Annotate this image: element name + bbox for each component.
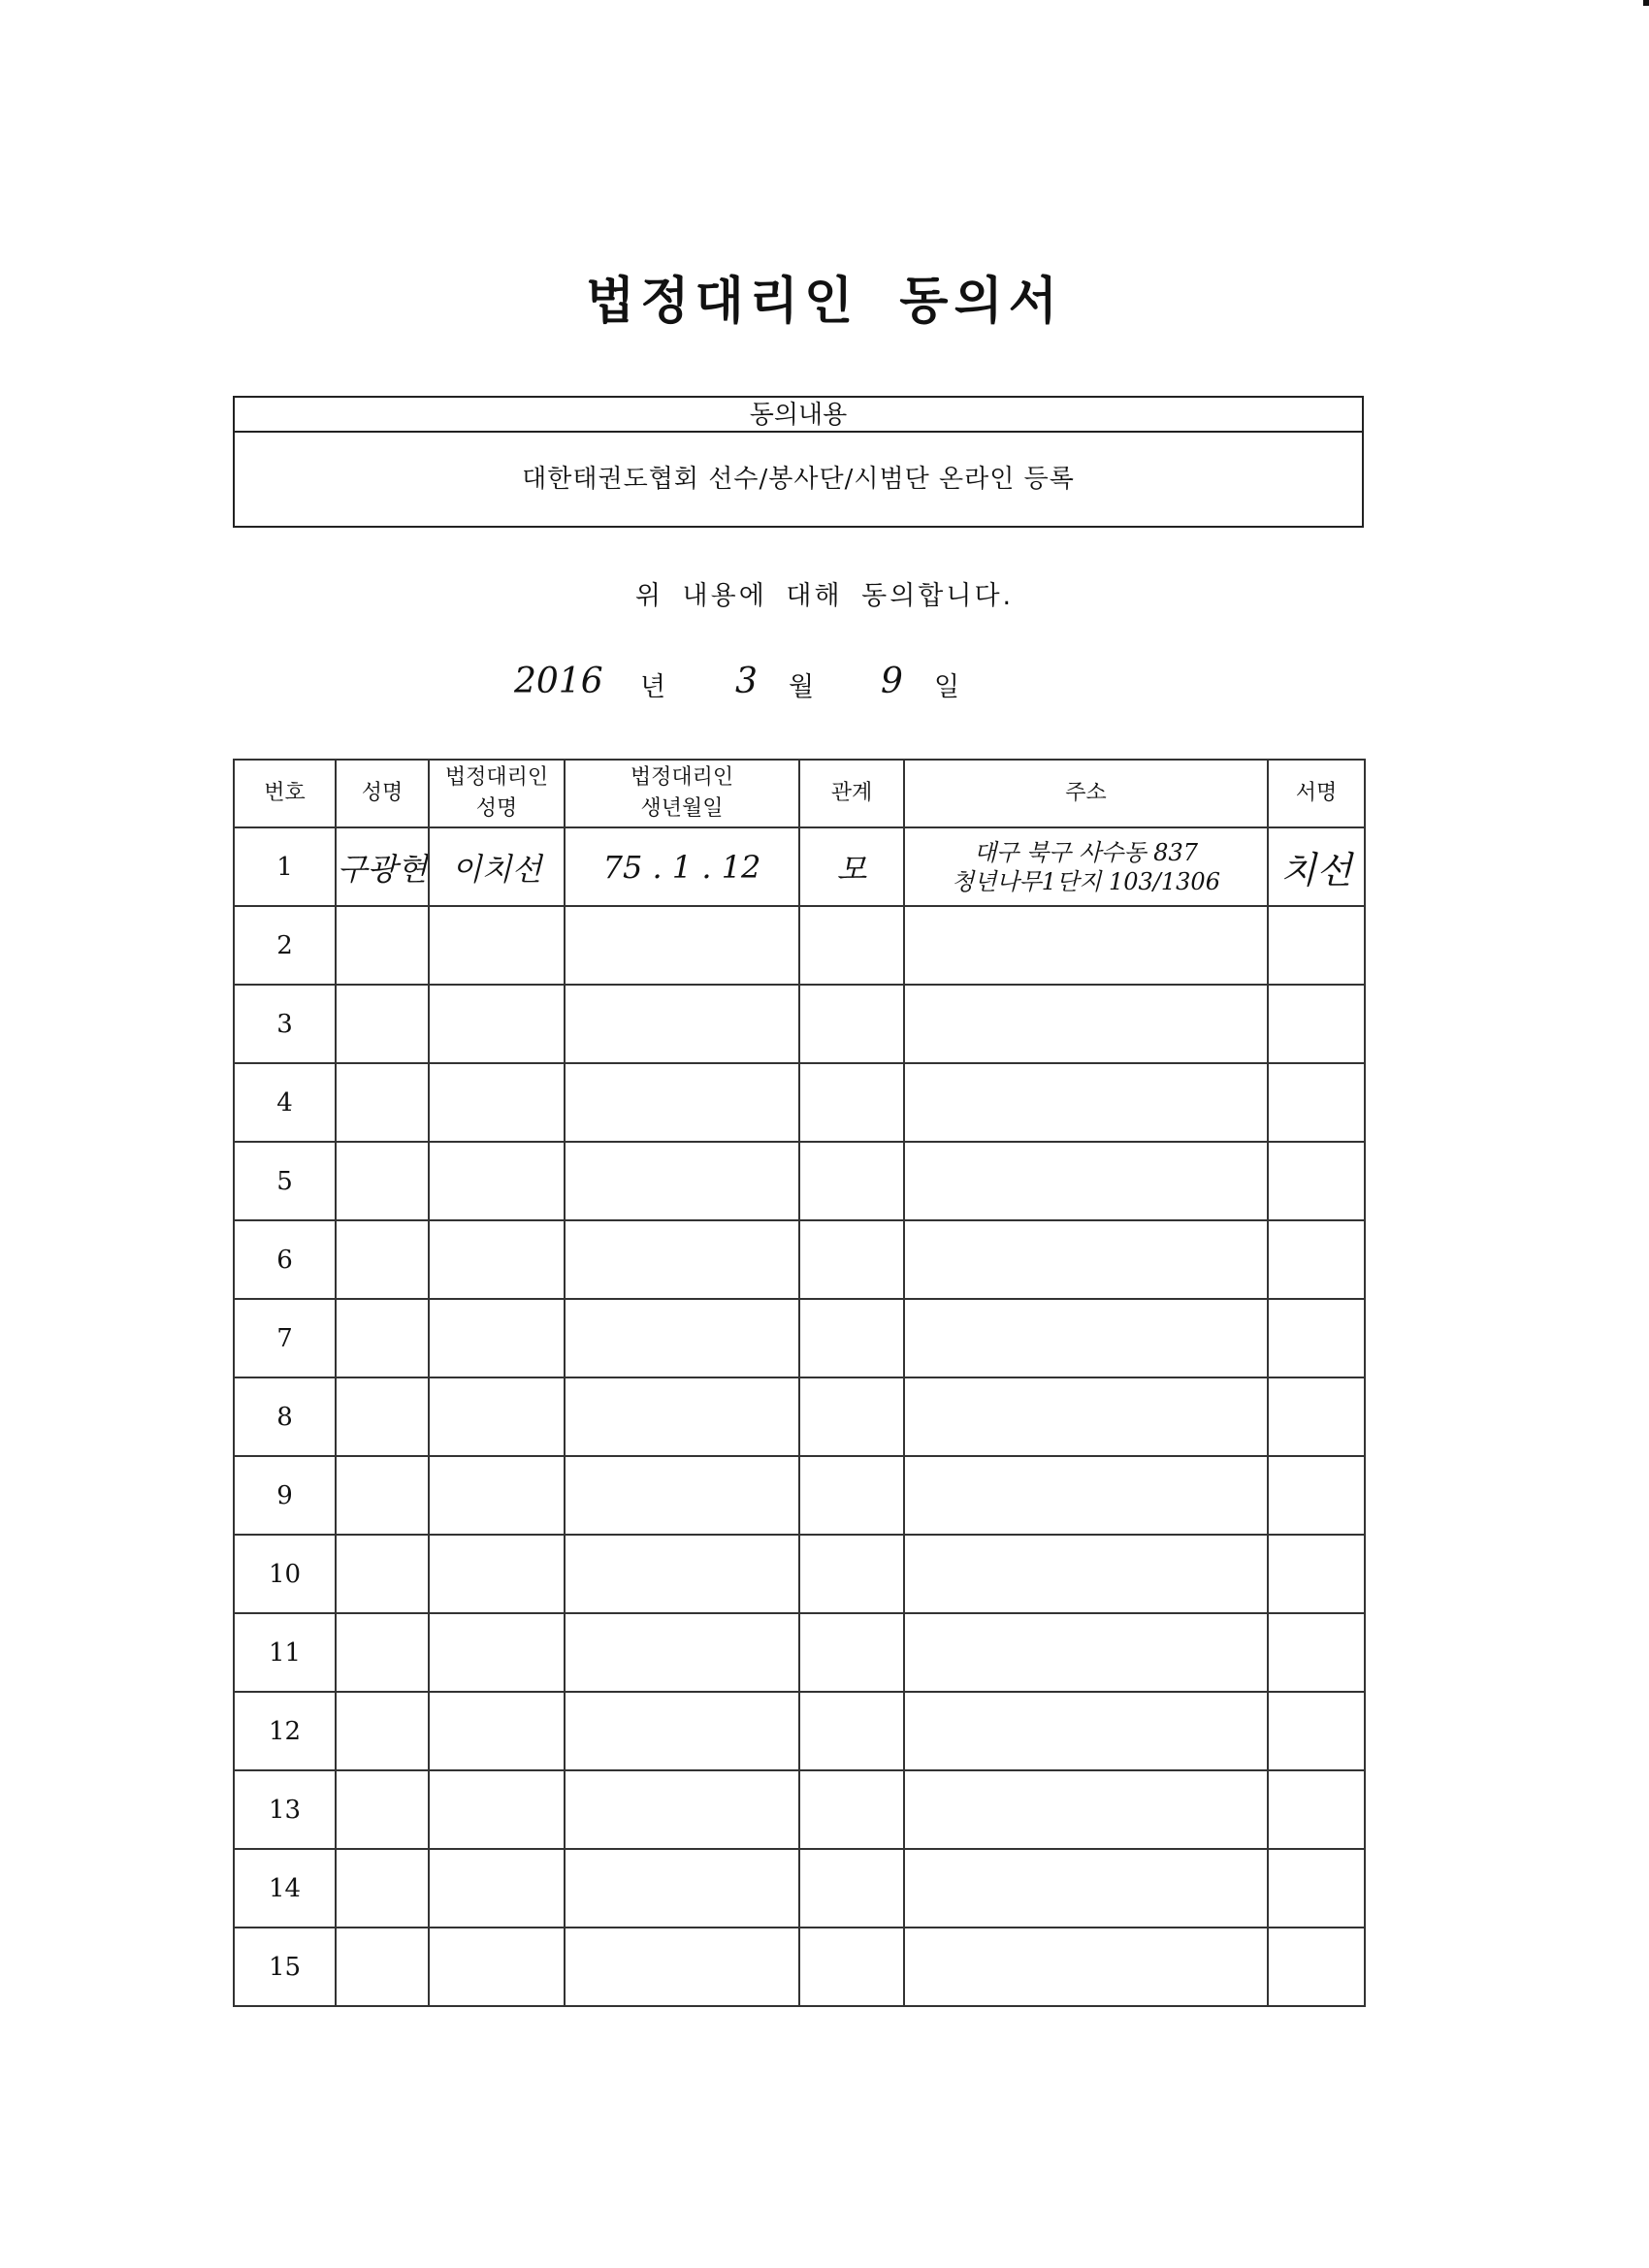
cell-name bbox=[336, 1299, 429, 1377]
date-month: 3 bbox=[735, 662, 758, 701]
cell-guardian-name bbox=[429, 1220, 565, 1299]
cell-number: 9 bbox=[234, 1456, 336, 1535]
cell-guardian-birth bbox=[565, 906, 799, 985]
table-row bbox=[234, 1299, 1365, 1377]
cell-guardian-birth bbox=[565, 827, 799, 906]
cell-address bbox=[904, 1220, 1268, 1299]
cell-address bbox=[904, 1142, 1268, 1220]
cell-address bbox=[904, 1692, 1268, 1770]
cell-relation bbox=[799, 1535, 904, 1613]
cell-guardian-name bbox=[429, 1142, 565, 1220]
cell-name bbox=[336, 1613, 429, 1692]
cell-relation bbox=[799, 1299, 904, 1377]
table-row bbox=[234, 1928, 1365, 2006]
guardian-table bbox=[233, 759, 1366, 2007]
cell-guardian-birth bbox=[565, 1849, 799, 1928]
cell-address bbox=[904, 906, 1268, 985]
cell-number: 6 bbox=[234, 1220, 336, 1299]
cell-guardian-name bbox=[429, 1063, 565, 1142]
consent-body: 대한태권도협회 선수/봉사단/시범단 온라인 등록 bbox=[522, 465, 1075, 494]
cell-signature bbox=[1268, 1613, 1365, 1692]
cell-address bbox=[904, 1456, 1268, 1535]
cell-name bbox=[336, 1220, 429, 1299]
cell-guardian-name bbox=[429, 1377, 565, 1456]
document-title: 법정대리인 동의서 bbox=[586, 272, 1063, 331]
cell-number: 2 bbox=[234, 906, 336, 985]
table-row bbox=[234, 906, 1365, 985]
cell-signature bbox=[1268, 1770, 1365, 1849]
cell-guardian-birth bbox=[565, 1142, 799, 1220]
cell-guardian-birth bbox=[565, 1770, 799, 1849]
cell-signature bbox=[1268, 1928, 1365, 2006]
cell-number: 11 bbox=[234, 1613, 336, 1692]
cell-guardian-name bbox=[429, 1613, 565, 1692]
cell-guardian-birth bbox=[565, 1613, 799, 1692]
cell-signature bbox=[1268, 1299, 1365, 1377]
cell-signature bbox=[1268, 1849, 1365, 1928]
cell-address bbox=[904, 1299, 1268, 1377]
cell-signature bbox=[1268, 1456, 1365, 1535]
cell-name bbox=[336, 1692, 429, 1770]
cell-guardian-name bbox=[429, 827, 565, 906]
cell-guardian-birth bbox=[565, 1928, 799, 2006]
cell-name bbox=[336, 1063, 429, 1142]
cell-relation bbox=[799, 1849, 904, 1928]
cell-number: 5 bbox=[234, 1142, 336, 1220]
date-day-label: 일 bbox=[934, 672, 960, 702]
table-row bbox=[234, 1613, 1365, 1692]
cell-name bbox=[336, 985, 429, 1063]
cell-name bbox=[336, 1377, 429, 1456]
cell-guardian-name bbox=[429, 985, 565, 1063]
cell-number: 12 bbox=[234, 1692, 336, 1770]
table-row bbox=[234, 1063, 1365, 1142]
cell-signature bbox=[1268, 1377, 1365, 1456]
cell-number: 3 bbox=[234, 985, 336, 1063]
cell-address bbox=[904, 827, 1268, 906]
cell-number: 10 bbox=[234, 1535, 336, 1613]
table-row bbox=[234, 1535, 1365, 1613]
header-relation-label: 관계 bbox=[830, 781, 873, 805]
header-address bbox=[904, 760, 1268, 827]
cell-number: 13 bbox=[234, 1770, 336, 1849]
cell-name bbox=[336, 1535, 429, 1613]
consent-box bbox=[233, 396, 1364, 528]
handwritten-name: 구광현 bbox=[337, 850, 428, 888]
cell-guardian-name bbox=[429, 1692, 565, 1770]
cell-name bbox=[336, 1928, 429, 2006]
date-line bbox=[514, 660, 999, 708]
table-row bbox=[234, 1142, 1365, 1220]
cell-signature bbox=[1268, 1063, 1365, 1142]
cell-relation bbox=[799, 1770, 904, 1849]
cell-name bbox=[336, 906, 429, 985]
cell-signature bbox=[1268, 1692, 1365, 1770]
date-year-label: 년 bbox=[640, 672, 666, 702]
cell-signature bbox=[1268, 906, 1365, 985]
cell-guardian-name bbox=[429, 1535, 565, 1613]
cell-number: 1 bbox=[234, 827, 336, 906]
cell-signature bbox=[1268, 1535, 1365, 1613]
cell-guardian-birth bbox=[565, 1299, 799, 1377]
date-day: 9 bbox=[881, 662, 903, 701]
header-signature bbox=[1268, 760, 1365, 827]
handwritten-signature: 치선 bbox=[1280, 849, 1352, 891]
cell-relation bbox=[799, 1377, 904, 1456]
handwritten-address-line1: 대구 북구 사수동 837 bbox=[974, 838, 1198, 866]
header-number-label: 번호 bbox=[264, 781, 306, 805]
cell-guardian-name bbox=[429, 1849, 565, 1928]
cell-relation bbox=[799, 1220, 904, 1299]
handwritten-guardian-name: 이치선 bbox=[451, 850, 542, 888]
cell-address bbox=[904, 1535, 1268, 1613]
header-guardian-name bbox=[429, 760, 565, 827]
cell-relation bbox=[799, 1456, 904, 1535]
cell-name bbox=[336, 827, 429, 906]
header-guardian-name-line1: 법정대리인 bbox=[444, 765, 549, 790]
cell-number: 8 bbox=[234, 1377, 336, 1456]
header-number bbox=[234, 760, 336, 827]
table-header-row bbox=[234, 760, 1365, 827]
handwritten-guardian-birth: 75 . 1 . 12 bbox=[602, 848, 761, 886]
table-row bbox=[234, 1220, 1365, 1299]
table-row bbox=[234, 1456, 1365, 1535]
cell-address bbox=[904, 985, 1268, 1063]
cell-guardian-birth bbox=[565, 1535, 799, 1613]
cell-address bbox=[904, 1377, 1268, 1456]
cell-guardian-birth bbox=[565, 1063, 799, 1142]
cell-number: 7 bbox=[234, 1299, 336, 1377]
scan-mark bbox=[1643, 0, 1649, 6]
handwritten-relation: 모 bbox=[836, 850, 867, 888]
table-row bbox=[234, 1377, 1365, 1456]
cell-name bbox=[336, 1849, 429, 1928]
cell-signature bbox=[1268, 985, 1365, 1063]
table-row bbox=[234, 1692, 1365, 1770]
cell-address bbox=[904, 1849, 1268, 1928]
cell-guardian-birth bbox=[565, 1692, 799, 1770]
table-row bbox=[234, 1770, 1365, 1849]
header-relation bbox=[799, 760, 904, 827]
header-guardian-birth bbox=[565, 760, 799, 827]
header-address-label: 주소 bbox=[1065, 781, 1107, 805]
header-name bbox=[336, 760, 429, 827]
header-guardian-birth-line2: 생년월일 bbox=[640, 796, 724, 821]
cell-name bbox=[336, 1770, 429, 1849]
cell-address bbox=[904, 1928, 1268, 2006]
cell-relation bbox=[799, 827, 904, 906]
cell-guardian-birth bbox=[565, 1220, 799, 1299]
header-signature-label: 서명 bbox=[1295, 781, 1338, 805]
cell-signature bbox=[1268, 1220, 1365, 1299]
handwritten-address-line2: 청년나무1단지 103/1306 bbox=[952, 867, 1220, 895]
cell-guardian-name bbox=[429, 1299, 565, 1377]
cell-relation bbox=[799, 1613, 904, 1692]
cell-number: 14 bbox=[234, 1849, 336, 1928]
cell-relation bbox=[799, 1063, 904, 1142]
cell-guardian-name bbox=[429, 1456, 565, 1535]
cell-name bbox=[336, 1142, 429, 1220]
date-year: 2016 bbox=[514, 662, 603, 701]
cell-relation bbox=[799, 906, 904, 985]
cell-relation bbox=[799, 1928, 904, 2006]
table-row bbox=[234, 1849, 1365, 1928]
cell-number: 15 bbox=[234, 1928, 336, 2006]
cell-guardian-name bbox=[429, 906, 565, 985]
cell-address bbox=[904, 1770, 1268, 1849]
cell-guardian-birth bbox=[565, 1456, 799, 1535]
cell-number: 4 bbox=[234, 1063, 336, 1142]
cell-signature bbox=[1268, 1142, 1365, 1220]
cell-relation bbox=[799, 1142, 904, 1220]
cell-address bbox=[904, 1063, 1268, 1142]
cell-address bbox=[904, 1613, 1268, 1692]
cell-signature bbox=[1268, 827, 1365, 906]
consent-header: 동의내용 bbox=[235, 398, 1362, 433]
cell-name bbox=[336, 1456, 429, 1535]
table-row bbox=[234, 827, 1365, 906]
cell-guardian-birth bbox=[565, 985, 799, 1063]
table-row bbox=[234, 985, 1365, 1063]
cell-relation bbox=[799, 1692, 904, 1770]
header-guardian-name-line2: 성명 bbox=[475, 796, 518, 821]
cell-guardian-name bbox=[429, 1928, 565, 2006]
agreement-statement: 위 내용에 대해 동의합니다. bbox=[634, 581, 1015, 611]
header-name-label: 성명 bbox=[361, 781, 404, 805]
header-guardian-birth-line1: 법정대리인 bbox=[630, 765, 734, 790]
cell-guardian-birth bbox=[565, 1377, 799, 1456]
date-month-label: 월 bbox=[789, 672, 815, 702]
cell-relation bbox=[799, 985, 904, 1063]
cell-guardian-name bbox=[429, 1770, 565, 1849]
